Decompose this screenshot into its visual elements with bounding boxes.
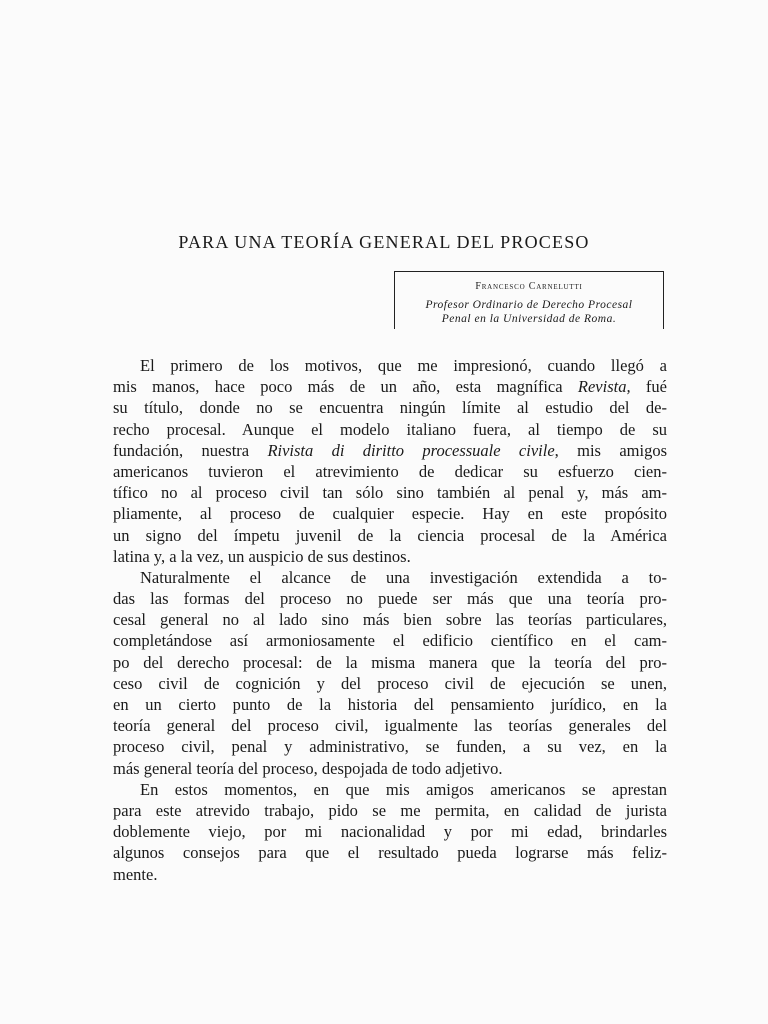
text-line: mente. (113, 864, 158, 884)
text-line: En estos momentos, en que mis amigos americanos se aprestan (140, 779, 667, 799)
text-line: un signo del ímpetu juvenil de la ciencia procesal de la América (113, 525, 667, 545)
body-text (113, 355, 667, 885)
text-line: en un cierto punto de la historia del pensamiento jurídico, en la (113, 695, 667, 714)
text-line: mis manos, hace poco más de un año, esta magnífica Revista, fué (113, 377, 667, 397)
text-line: cesal general no al lado sino más bien sobre las teorías particulares, (113, 610, 667, 630)
text-line: recho procesal. Aunque el modelo italiano fuera, al tiempo de su (113, 419, 667, 439)
text-line: pliamente, al proceso de cualquier especie. Hay en este propósito (113, 504, 667, 524)
text-line: das las formas del proceso no puede ser más que una teoría pro- (113, 589, 667, 609)
text-line: fundación, nuestra Rivista di diritto processuale civile, mis amigos (113, 440, 667, 460)
text-line: latina y, a la vez, un auspicio de sus destinos. (113, 546, 411, 566)
text-line: teoría general del proceso civil, igualmente las teorías generales del (113, 716, 667, 736)
text-line: proceso civil, penal y administrativo, se funden, a su vez, en la (113, 737, 667, 757)
text-line: El primero de los motivos, que me impresionó, cuando llegó a (140, 356, 667, 375)
text-line: Naturalmente el alcance de una investigación extendida a to- (140, 567, 667, 587)
article-title: PARA UNA TEORÍA GENERAL DEL PROCESO (178, 232, 590, 252)
text-line: algunos consejos para que el resultado pueda lograrse más feliz- (113, 843, 667, 863)
text-line: tífico no al proceso civil tan sólo sino también al penal y, más am- (113, 483, 667, 503)
author-affiliation-line: Profesor Ordinario de Derecho Procesal (425, 299, 633, 311)
author-box (394, 271, 664, 329)
text-line: americanos tuvieron el atrevimiento de dedicar su esfuerzo cien- (113, 461, 667, 481)
text-line: para este atrevido trabajo, pido se me permita, en calidad de jurista (113, 800, 667, 820)
italic-title: Rivista di diritto processuale civile (267, 440, 555, 460)
text-line: po del derecho procesal: de la misma manera que la teoría del pro- (113, 652, 667, 672)
text-line: su título, donde no se encuentra ningún límite al estudio del de- (113, 398, 667, 418)
italic-title: Revista, (577, 377, 631, 397)
author-affiliation (395, 298, 663, 326)
author-name: Francesco Carnelutti (475, 281, 583, 292)
text-line: doblemente viejo, por mi nacionalidad y por mi edad, brindarles (113, 822, 667, 842)
author-affiliation-line: Penal en la Universidad de Roma. (441, 313, 617, 325)
text-line: ceso civil de cognición y del proceso civil de ejecución se unen, (113, 673, 667, 693)
text-line: más general teoría del proceso, despojada de todo adjetivo. (113, 758, 503, 778)
text-line: completándose así armoniosamente el edificio científico en el cam- (113, 631, 667, 651)
